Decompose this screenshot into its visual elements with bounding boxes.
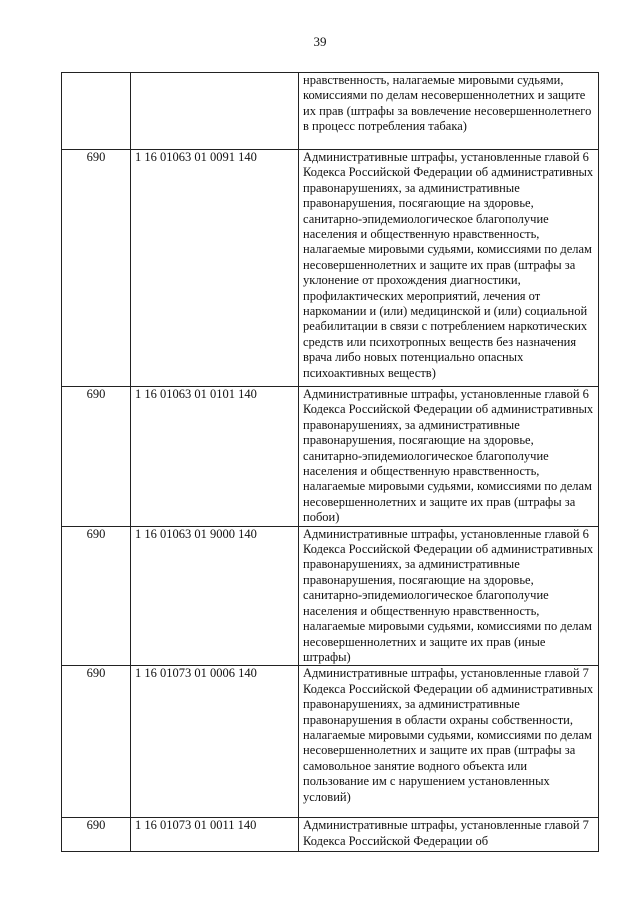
description-cell: Административные штрафы, установленные главой 6 Кодекса Российской Федерации об административных правонарушениях, за административные правонарушения, посягающие на здоровье, санитарно-эпидемиологическое благополучие населения и общественную нравственность, налагаемые мировыми судьями, комиссиями по делам несовершеннолетних и защите их прав (штрафы за уклонение от прохождения диагностики, профилактических мероприятий, лечения от наркомании и (или) медицинской и (или) социальной реабилитации в связи с потреблением наркотических средств или психотропных веществ без назначения врача либо новых потенциально опасных психоактивных веществ) xyxy=(299,150,599,387)
description-cell: нравственность, налагаемые мировыми судьями, комиссиями по делам несовершеннолетних и защите их прав (штрафы за вовлечение несовершеннолетнего в процесс потребления табака) xyxy=(299,73,599,150)
kbk-code-cell: 1 16 01063 01 0101 140 xyxy=(131,387,299,527)
description-cell: Административные штрафы, установленные главой 7 Кодекса Российской Федерации об административных правонарушениях, за административные правонарушения в области охраны собственности, налагаемые мировыми судьями, комиссиями по делам несовершеннолетних и защите их прав (штрафы за самовольное занятие водного объекта или пользование им с нарушением установленных условий) xyxy=(299,666,599,818)
admin-code-cell xyxy=(62,73,131,150)
page-number: 39 xyxy=(313,34,327,49)
admin-code-cell: 690 xyxy=(62,150,131,387)
table-row xyxy=(62,526,599,666)
table-row xyxy=(62,150,599,387)
kbk-code-cell xyxy=(131,73,299,150)
kbk-code-cell: 1 16 01063 01 0091 140 xyxy=(131,150,299,387)
description-cell: Административные штрафы, установленные главой 6 Кодекса Российской Федерации об административных правонарушениях, за административные правонарушения, посягающие на здоровье, санитарно-эпидемиологическое благополучие населения и общественную нравственность, налагаемые мировыми судьями, комиссиями по делам несовершеннолетних и защите их прав (иные штрафы) xyxy=(299,526,599,666)
kbk-code-cell: 1 16 01063 01 9000 140 xyxy=(131,526,299,666)
description-cell: Административные штрафы, установленные главой 7 Кодекса Российской Федерации об xyxy=(299,818,599,852)
table-row xyxy=(62,666,599,818)
table-row xyxy=(62,73,599,150)
kbk-code-cell: 1 16 01073 01 0006 140 xyxy=(131,666,299,818)
description-cell: Административные штрафы, установленные главой 6 Кодекса Российской Федерации об административных правонарушениях, за административные правонарушения, посягающие на здоровье, санитарно-эпидемиологическое благополучие населения и общественную нравственность, налагаемые мировыми судьями, комиссиями по делам несовершеннолетних и защите их прав (штрафы за побои) xyxy=(299,387,599,527)
table-row xyxy=(62,387,599,527)
admin-code-cell: 690 xyxy=(62,387,131,527)
budget-codes-table xyxy=(61,72,599,852)
admin-code-cell: 690 xyxy=(62,818,131,852)
admin-code-cell: 690 xyxy=(62,526,131,666)
admin-code-cell: 690 xyxy=(62,666,131,818)
table-row xyxy=(62,818,599,852)
kbk-code-cell: 1 16 01073 01 0011 140 xyxy=(131,818,299,852)
